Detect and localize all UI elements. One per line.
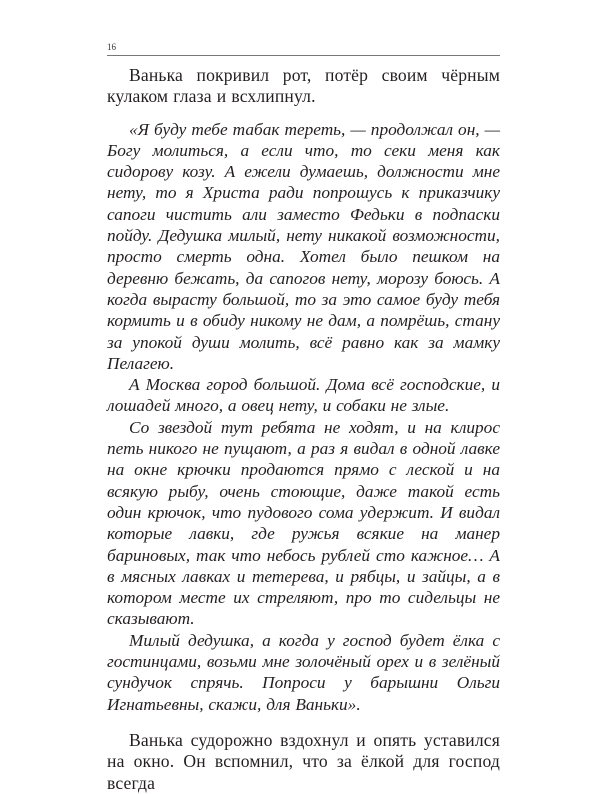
paragraph-letter-1: «Я буду тебе табак тереть, — продолжал он, — Богу молиться, а если что, то секи меня как сидорову козу. А ежели думаешь, должности мне нету, то я Христа ради попрошусь к приказчику сапоги чистить али заместо Федьки в подпаски пойду. Дедушка милый, нету никакой возможности, просто смерть одна. Хотел было пешком на деревню бежать, да сапогов нету, морозу боюсь. А когда вырасту большой, то за это самое буду тебя кормить и в обиду никому не дам, а помрёшь, стану за упокой души молить, всё равно как за мамку Пелагею. (107, 119, 500, 373)
page-number: 16 (107, 40, 500, 56)
paragraph-narration-1: Ванька покривил рот, потёр своим чёрным кулаком глаза и всхлипнул. (107, 65, 500, 107)
paragraph-narration-2: Ванька судорожно вздохнул и опять уставился на окно. Он вспомнил, что за ёлкой для господ всегда (107, 729, 500, 793)
paragraph-letter-4: Милый дедушка, а когда у господ будет ёлка с гостинцами, возьми мне золочёный орех и в зелёный сундучок спрячь. Попроси у барышни Ольги Игнатьевны, скажи, для Ваньки». (107, 630, 500, 714)
book-page (107, 40, 500, 794)
paragraph-letter-2: А Москва город большой. Дома всё господские, и лошадей много, а овец нету, и собаки не злые. (107, 375, 500, 416)
paragraph-letter-3: Со звездой тут ребята не ходят, и на клирос петь никого не пущают, а раз я видал в одной лавке на окне крючки продаются прямо с леской и на всякую рыбу, очень стоющие, даже такой есть один крючок, что пудового сома удержит. И видал которые лавки, где ружья всякие на манер бариновых, так что небось рублей сто кажное… А в мясных лавках и тетерева, и рябцы, и зайцы, а в котором месте их стреляют, про то сидельцы не сказывают. (107, 417, 500, 629)
